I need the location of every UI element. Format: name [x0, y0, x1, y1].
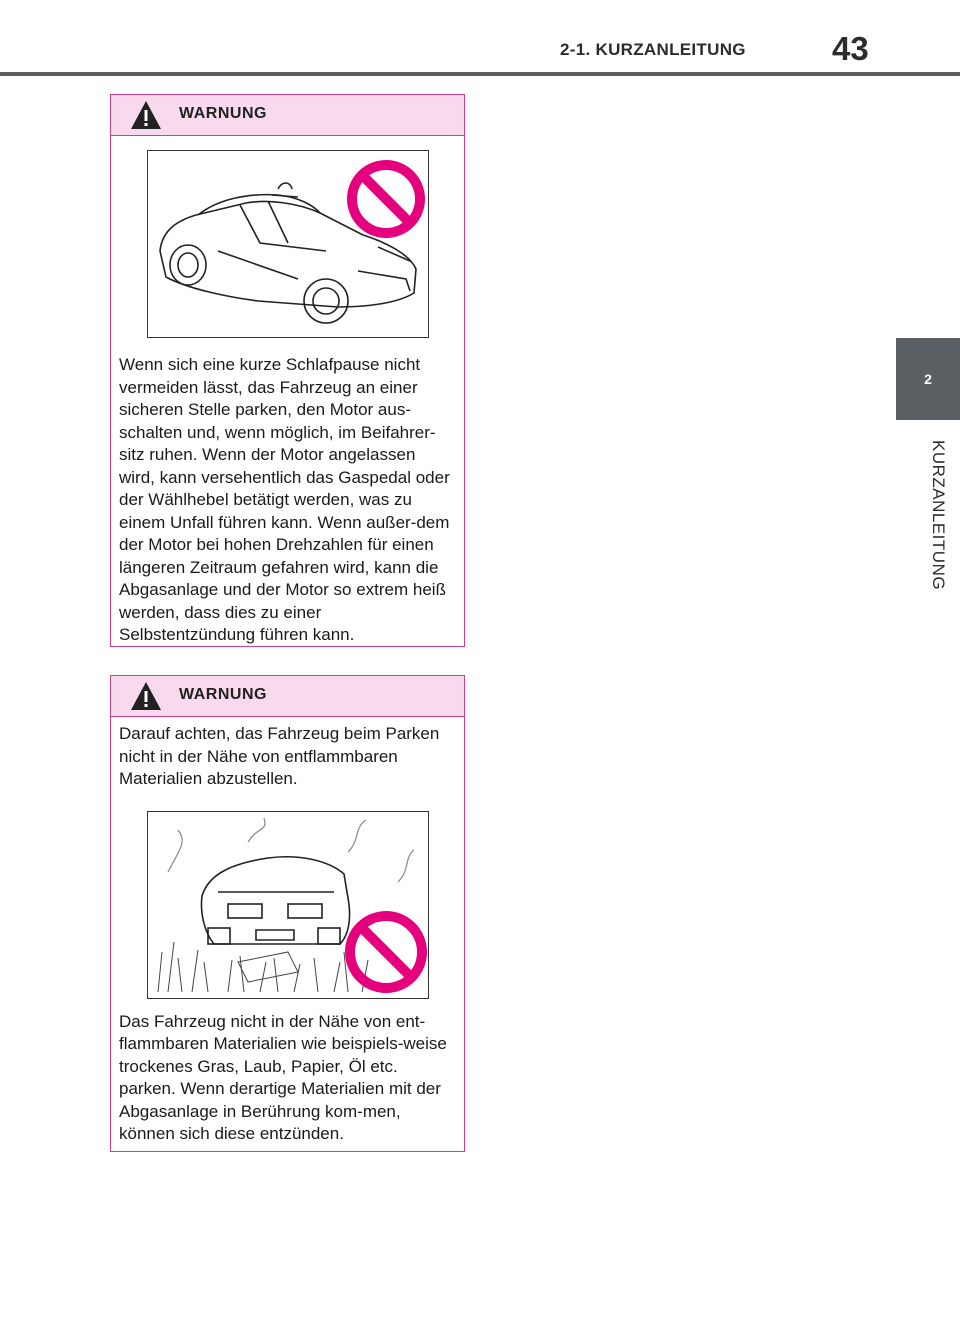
- warning-title: WARNUNG: [179, 686, 267, 703]
- page-number: 43: [832, 30, 869, 67]
- section-title: 2-1. KURZANLEITUNG: [560, 40, 746, 59]
- warning-header: [111, 95, 464, 136]
- warning-header: [111, 676, 464, 717]
- car-grass-illustration: [147, 811, 429, 999]
- warning-triangle-icon: [129, 680, 163, 712]
- warning-box-sleep: [110, 94, 465, 647]
- warning-box-parking: [110, 675, 465, 1152]
- warning-body-text: Das Fahrzeug nicht in der Nähe von ent-flammbaren Materialien wie beispiels-weise trockenes Gras, Laub, Papier, Öl etc. parken. Wenn derartige Materialien mit der Abgasanlage in Berührung kom-men, können sich diese entzünden.: [119, 1011, 447, 1143]
- chapter-number: 2: [924, 371, 932, 387]
- warning-title: WARNUNG: [179, 105, 267, 122]
- prohibition-sign: [350, 916, 422, 988]
- header-rule: [0, 72, 960, 76]
- sports-car-drawing: [148, 151, 427, 336]
- car-on-grass-drawing: [148, 812, 427, 997]
- prohibition-sign: [352, 165, 420, 233]
- car-illustration: [147, 150, 429, 338]
- warning-intro-text: Darauf achten, das Fahrzeug beim Parken nicht in der Nähe von entflammbaren Materialien abzustellen.: [119, 724, 440, 788]
- chapter-label: KURZANLEITUNG: [929, 440, 948, 591]
- warning-text: Wenn sich eine kurze Schlafpause nicht vermeiden lässt, das Fahrzeug an einer sicheren Stelle parken, den Motor aus-schalten und, wenn möglich, im Beifahrer-sitz ruhen. Wenn der Motor angelassen wird, kann versehentlich das Gaspedal oder der Wählhebel betätigt werden, was zu einem Unfall führen kann. Wenn außer-dem der Motor bei hohen Drehzahlen für einen längeren Zeitraum gefahren wird, kann die Abgasanlage und der Motor so extrem heiß werden, dass dies zu einer Selbstentzündung führen kann.: [119, 355, 450, 644]
- chapter-tab: [896, 338, 960, 420]
- warning-triangle-icon: [129, 99, 163, 131]
